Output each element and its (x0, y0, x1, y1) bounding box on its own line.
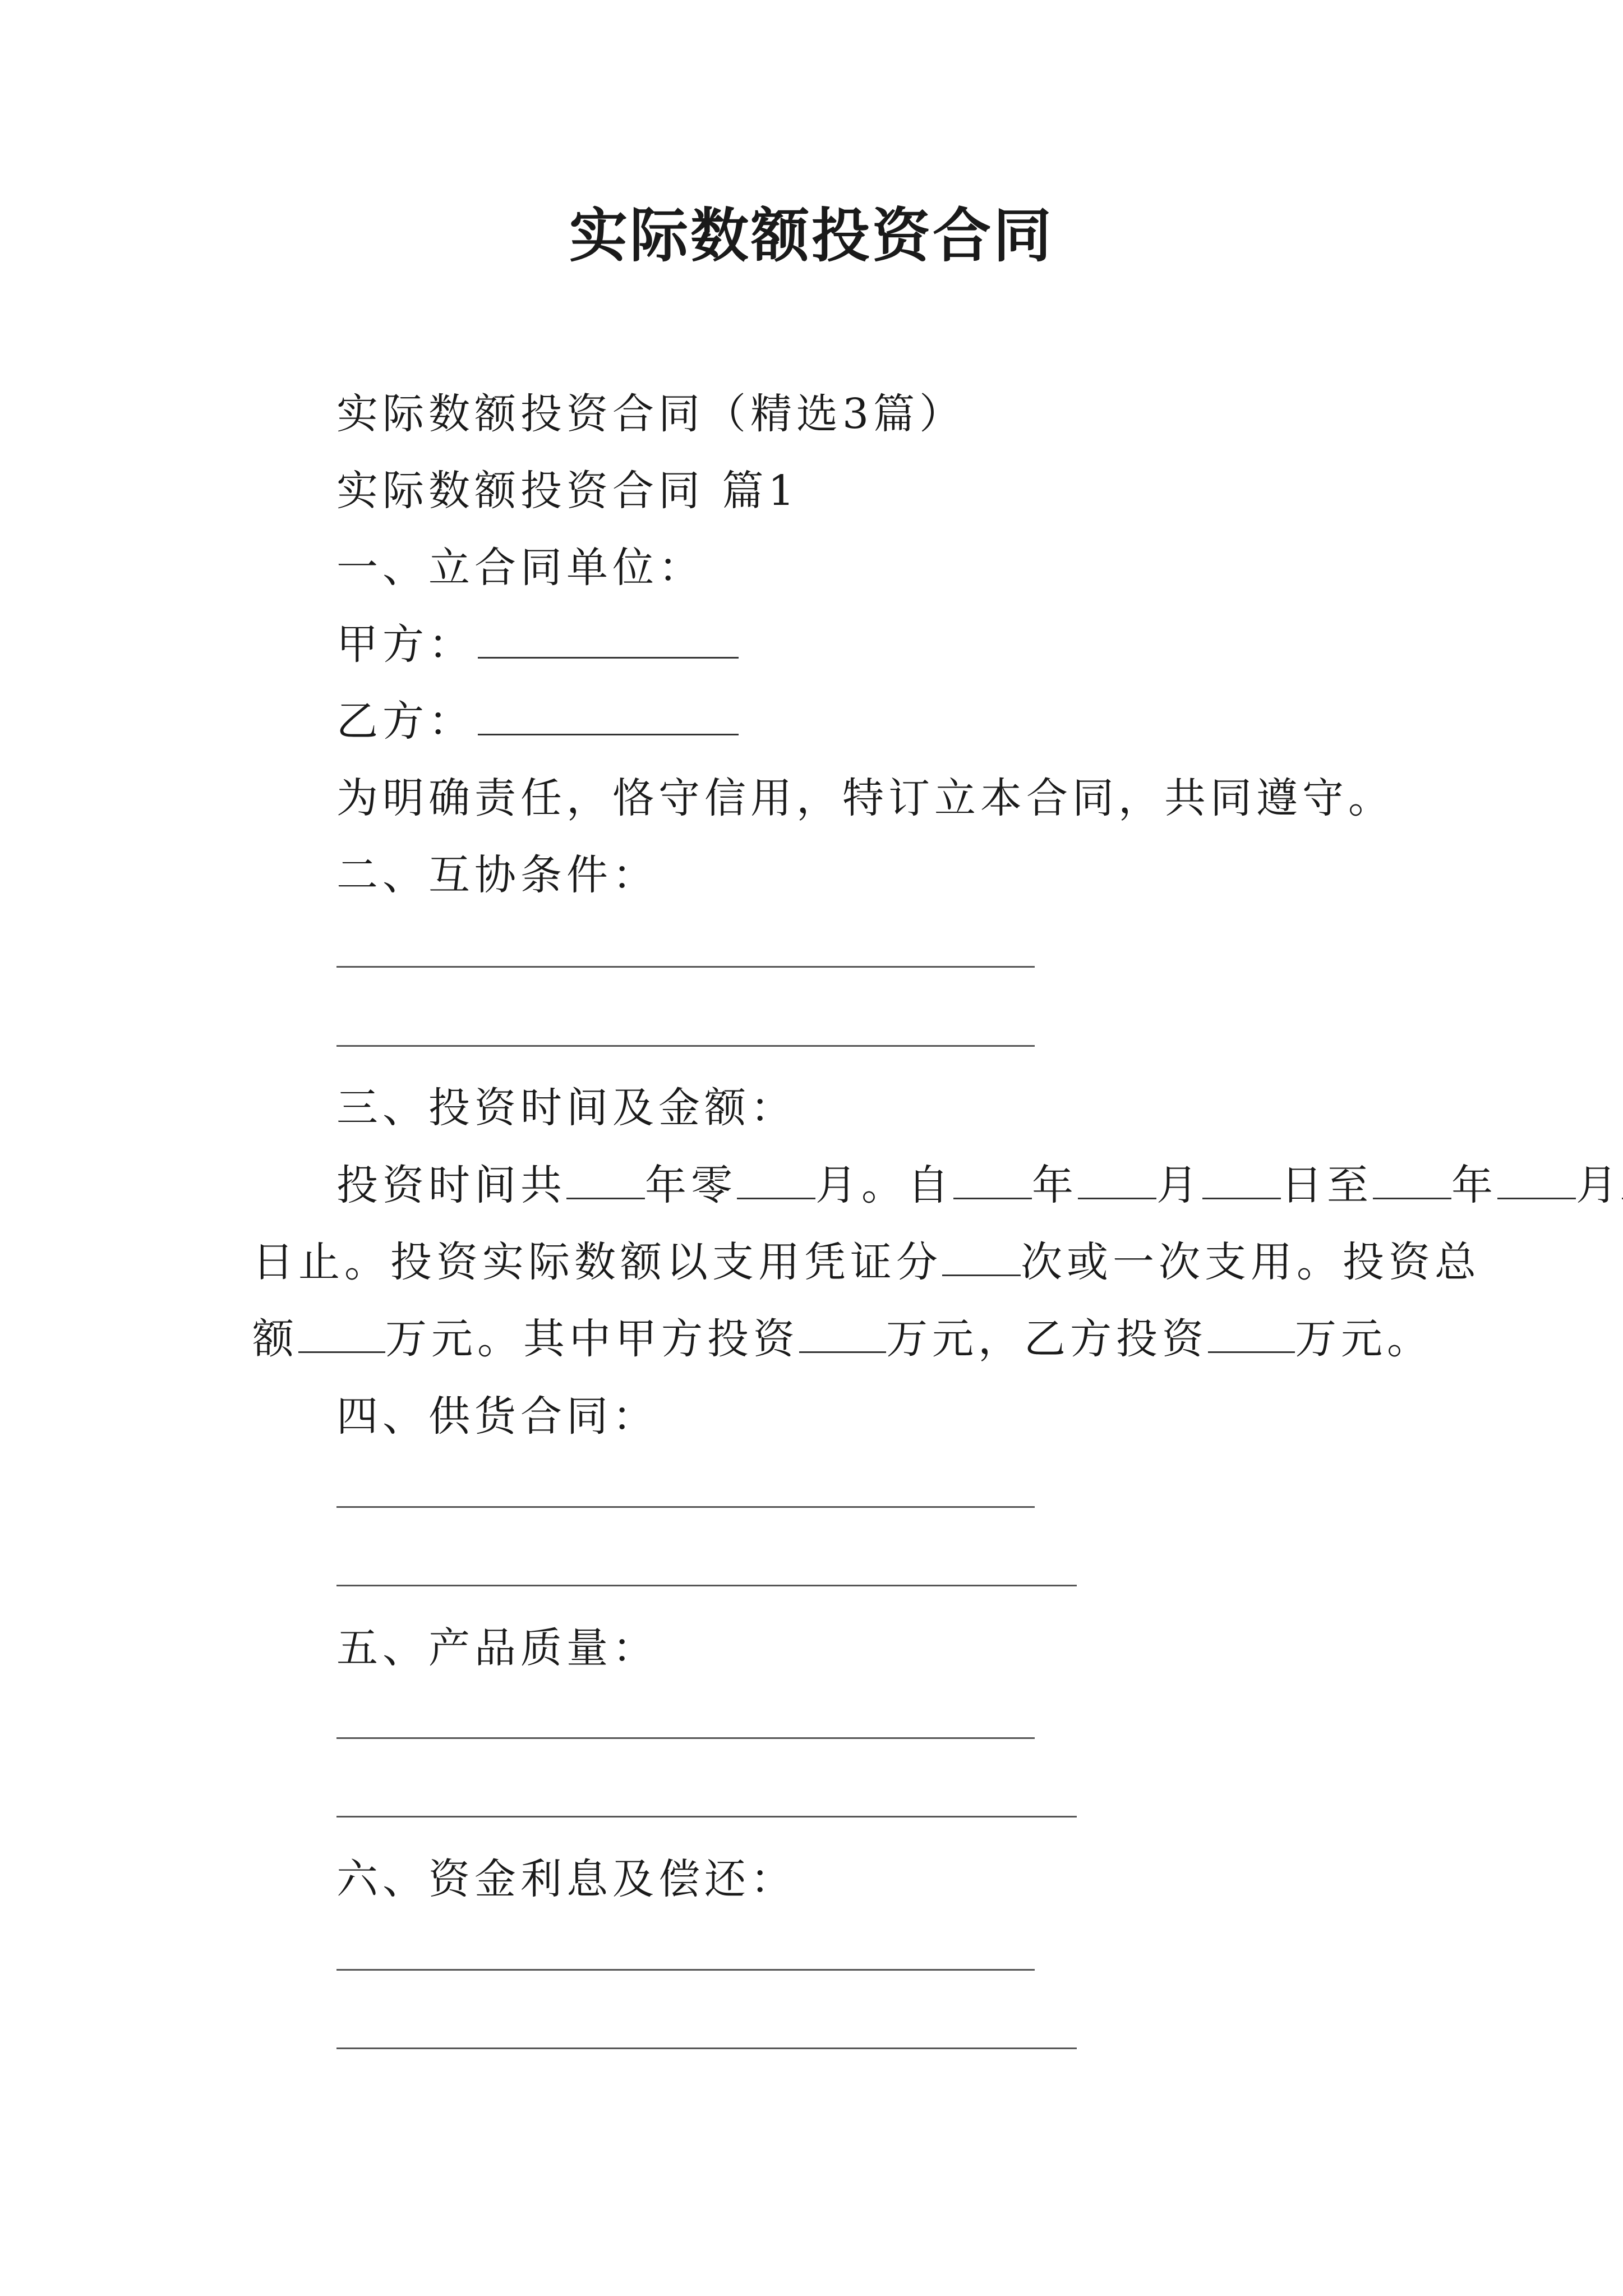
section4-blank-line-2 (336, 1585, 1077, 1586)
section4-heading: 四、供货合同： (336, 1392, 658, 1441)
section3-line-1 (336, 1157, 1623, 1213)
text-fragment: 投资时间共 (336, 1161, 566, 1209)
text-fragment: 万元。 (1295, 1315, 1433, 1363)
text-fragment: 月 (1576, 1161, 1622, 1209)
section6-blank-line-1 (336, 1969, 1035, 1971)
document-subtitle: 实际数额投资合同（精选3篇） (336, 390, 966, 438)
section1-heading: 一、立合同单位： (336, 544, 704, 592)
party-b-blank (478, 697, 739, 735)
text-fragment: 月 (1156, 1161, 1202, 1209)
party-b-row (336, 693, 739, 749)
section6-heading: 六、资金利息及偿还： (336, 1855, 796, 1903)
section6-blank-line-2 (336, 2047, 1077, 2049)
section5-blank-line-2 (336, 1816, 1077, 1818)
section2-blank-line-2 (336, 1045, 1035, 1047)
section2-blank-line-1 (336, 966, 1035, 968)
party-a-row (336, 616, 739, 673)
section1-statement: 为明确责任，恪守信用，特订立本合同，共同遵守。 (336, 774, 1394, 822)
document-title: 实际数额投资合同 (569, 201, 1054, 270)
blank-months (737, 1161, 815, 1199)
section3-line-3 (252, 1311, 1433, 1367)
text-fragment: 年零 (645, 1161, 737, 1209)
section4-blank-line-1 (336, 1506, 1035, 1508)
section3-heading: 三、投资时间及金额： (336, 1084, 796, 1132)
blank-start-month (1078, 1161, 1156, 1199)
text-fragment: 万元，乙方投资 (886, 1315, 1208, 1363)
text-fragment: 年 (1032, 1161, 1078, 1209)
party-a-label: 甲方： (336, 620, 474, 669)
party-a-blank (478, 620, 739, 659)
section2-heading: 二、互协条件： (336, 851, 658, 899)
blank-end-year (1373, 1161, 1451, 1199)
text-fragment: 万元。其中甲方投资 (385, 1315, 799, 1363)
text-fragment: 日至 (1281, 1161, 1373, 1209)
text-fragment: 年 (1451, 1161, 1497, 1209)
text-fragment: 日止。投资实际数额以支用凭证分 (252, 1238, 942, 1286)
section5-heading: 五、产品质量： (336, 1624, 658, 1672)
blank-party-b-amount (1208, 1314, 1295, 1353)
blank-total-amount (298, 1314, 385, 1353)
blank-start-year (953, 1161, 1032, 1199)
blank-end-month (1497, 1161, 1576, 1199)
section5-blank-line-1 (336, 1737, 1035, 1739)
blank-times (942, 1237, 1021, 1276)
blank-party-a-amount (799, 1314, 886, 1353)
part-heading: 实际数额投资合同 篇1 (336, 467, 799, 515)
blank-years (566, 1161, 645, 1199)
text-fragment: 月。自 (815, 1161, 953, 1209)
text-fragment: 次或一次支用。投资总 (1021, 1238, 1481, 1286)
party-b-label: 乙方： (336, 697, 474, 746)
blank-start-day (1202, 1161, 1281, 1199)
text-fragment: 额 (252, 1315, 298, 1363)
section3-line-2 (252, 1234, 1481, 1290)
